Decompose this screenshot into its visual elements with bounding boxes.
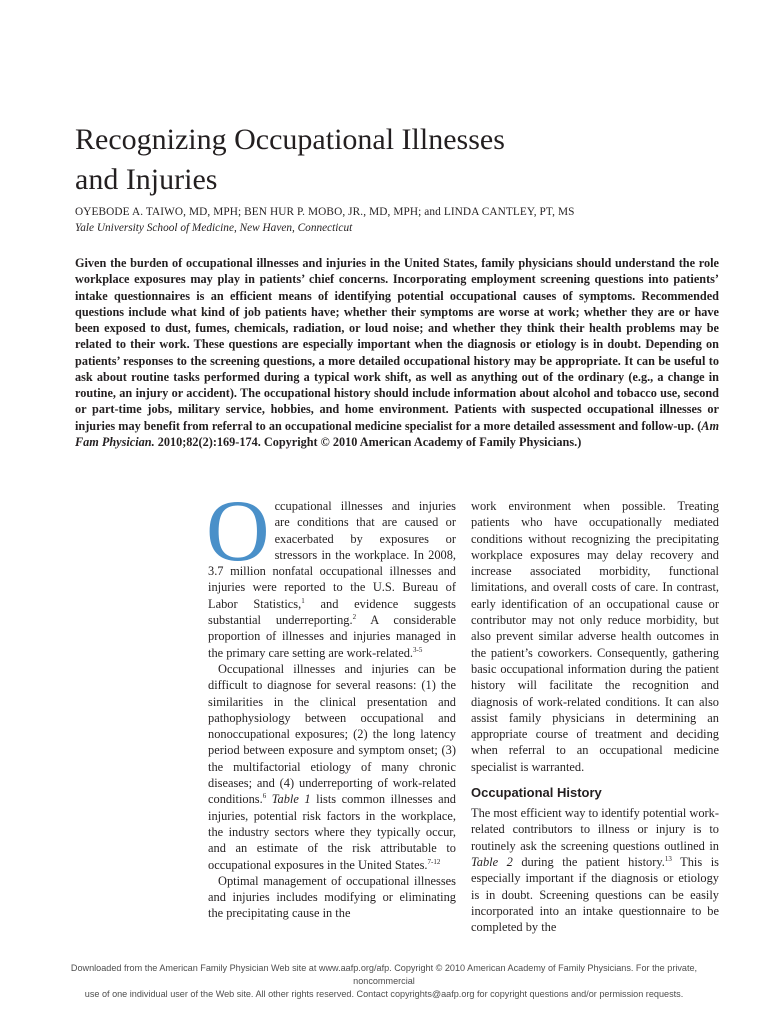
drop-cap: O [206,483,270,580]
history-text-b: during the patient history. [512,854,665,869]
reference-marker: 6 [262,792,267,801]
diagnosis-text-b: lists common illnesses and injuries, potential risk factors in the workplace, the industry sectors where they typically occur, and an estimate of the risk attributable to occupational exposures in the United States. [208,792,456,872]
author-affiliation: Yale University School of Medicine, New Haven, Connecticut [75,222,353,234]
reference-marker: 2 [352,612,357,621]
reference-marker: 7-12 [427,857,441,866]
reference-marker: 1 [301,596,305,605]
abstract [75,255,719,450]
body-column-left [206,483,457,922]
intro-text-c: A considerable proportion of illnesses and injuries managed in the primary care setting are work-related. [208,613,457,660]
history-text-a: The most efficient way to identify potential work-related contributors to illness or injury is to routinely ask the screening questions outlined in [471,806,719,853]
section-heading: Occupational History [471,785,602,801]
article-title [75,120,715,200]
copyright-footer [60,962,708,1001]
abstract-body: Given the burden of occupational illnesses and injuries in the United States, family physicians should understand the role workplace exposures may play in patients’ chief concerns. Incorporating employment screening questions into patients’ intake questionnaires is an efficient means of identifying potential occupational causes of symptoms. Recommended questions include what kind of job patients have; whether their symptoms are worse at work; whether they are or have been exposed to dust, fumes, chemicals, radiation, or loud noise; and whether they think their health problems may be related to their work. These questions are especially important when the diagnosis or etiology is in doubt. Depending on patients’ responses to the screening questions, a more detailed occupational history may be appropriate. It can be useful to ask about routine tasks performed during a typical work shift, as well as anything out of the ordinary (e.g., a change in routine, an injury or accident). The occupational history should include information about alcohol and tobacco use, second or part-time jobs, military service, hobbies, and home environment. Patients with suspected occupational illnesses or injuries may benefit from referral to an occupational medicine specialist for a more detailed assessment and follow-up. ( [75,256,719,433]
history-text-c: This is especially important if the diagnosis or etiology is in doubt. Screening questions can be easily incorporated into an intake questionnaire to be completed by the [471,854,719,935]
author-list: OYEBODE A. TAIWO, MD, MPH; BEN HUR P. MOBO, JR., MD, MPH; and LINDA CANTLEY, PT, MS [75,206,575,218]
reference-marker: 3-5 [413,645,423,654]
footer-line-2: use of one individual user of the Web site. All other rights reserved. Contact copyrights@aafp.org for copyright questions and/or permission requests. [84,989,684,999]
title-line-1: Recognizing Occupational Illnesses [75,123,505,156]
diagnosis-text-a: Occupational illnesses and injuries can be difficult to diagnose for several reasons: (1) the similarities in the clinical presentation and pathophysiology between occupational and nonoccupational exposures; (2) the long latency period between exposure and symptom onset; (3) the multifactorial etiology of many chronic diseases; and (4) underreporting of work-related conditions. [208,661,456,807]
paragraph-diagnosis [208,661,456,873]
table-reference: Table 2 [471,854,513,869]
paragraph-management: Optimal management of occupational illnesses and injuries includes modifying or eliminating the precipitating cause in the [208,873,456,921]
citation-details: 2010;82(2):169-174. Copyright © 2010 American Academy of Family Physicians.) [154,434,582,449]
paragraph-occupational-history [471,805,719,935]
reference-marker: 13 [664,854,672,863]
intro-text-b: and evidence suggests substantial underreporting. [208,596,456,628]
title-line-2: and Injuries [75,163,218,196]
footer-line-1: Downloaded from the American Family Physician Web site at www.aafp.org/afp. Copyright © 2010 American Academy of Family Physicians. For the private, noncommercial [70,963,698,986]
table-reference: Table 1 [271,792,311,807]
citation-journal: Am Fam Physician. [75,418,719,449]
paragraph-intro [206,483,457,661]
intro-text-a: ccupational illnesses and injuries are conditions that are caused or exacerbated by exposures or stressors in the workplace. In 2008, 3.7 million nonfatal occupational illnesses and injuries were reported to the U.S. Bureau of Labor Statistics, [208,499,456,611]
body-column-right [471,498,719,935]
paragraph-continuation: work environment when possible. Treating patients who have occupationally mediated conditions without recognizing the precipitating workplace exposures may delay recovery and increase associated morbidity, functional limitations, and overall costs of care. In contrast, early identification of an occupational cause or contributor may not only reduce morbidity, but also prevent similar adverse health outcomes in the patient’s coworkers. Consequently, gathering basic occupational information during the patient history will facilitate the recognition and diagnosis of work-related conditions. It can also assist family physicians in determining an appropriate course of treatment and deciding when referral to an occupational medicine specialist is warranted. [471,499,719,774]
